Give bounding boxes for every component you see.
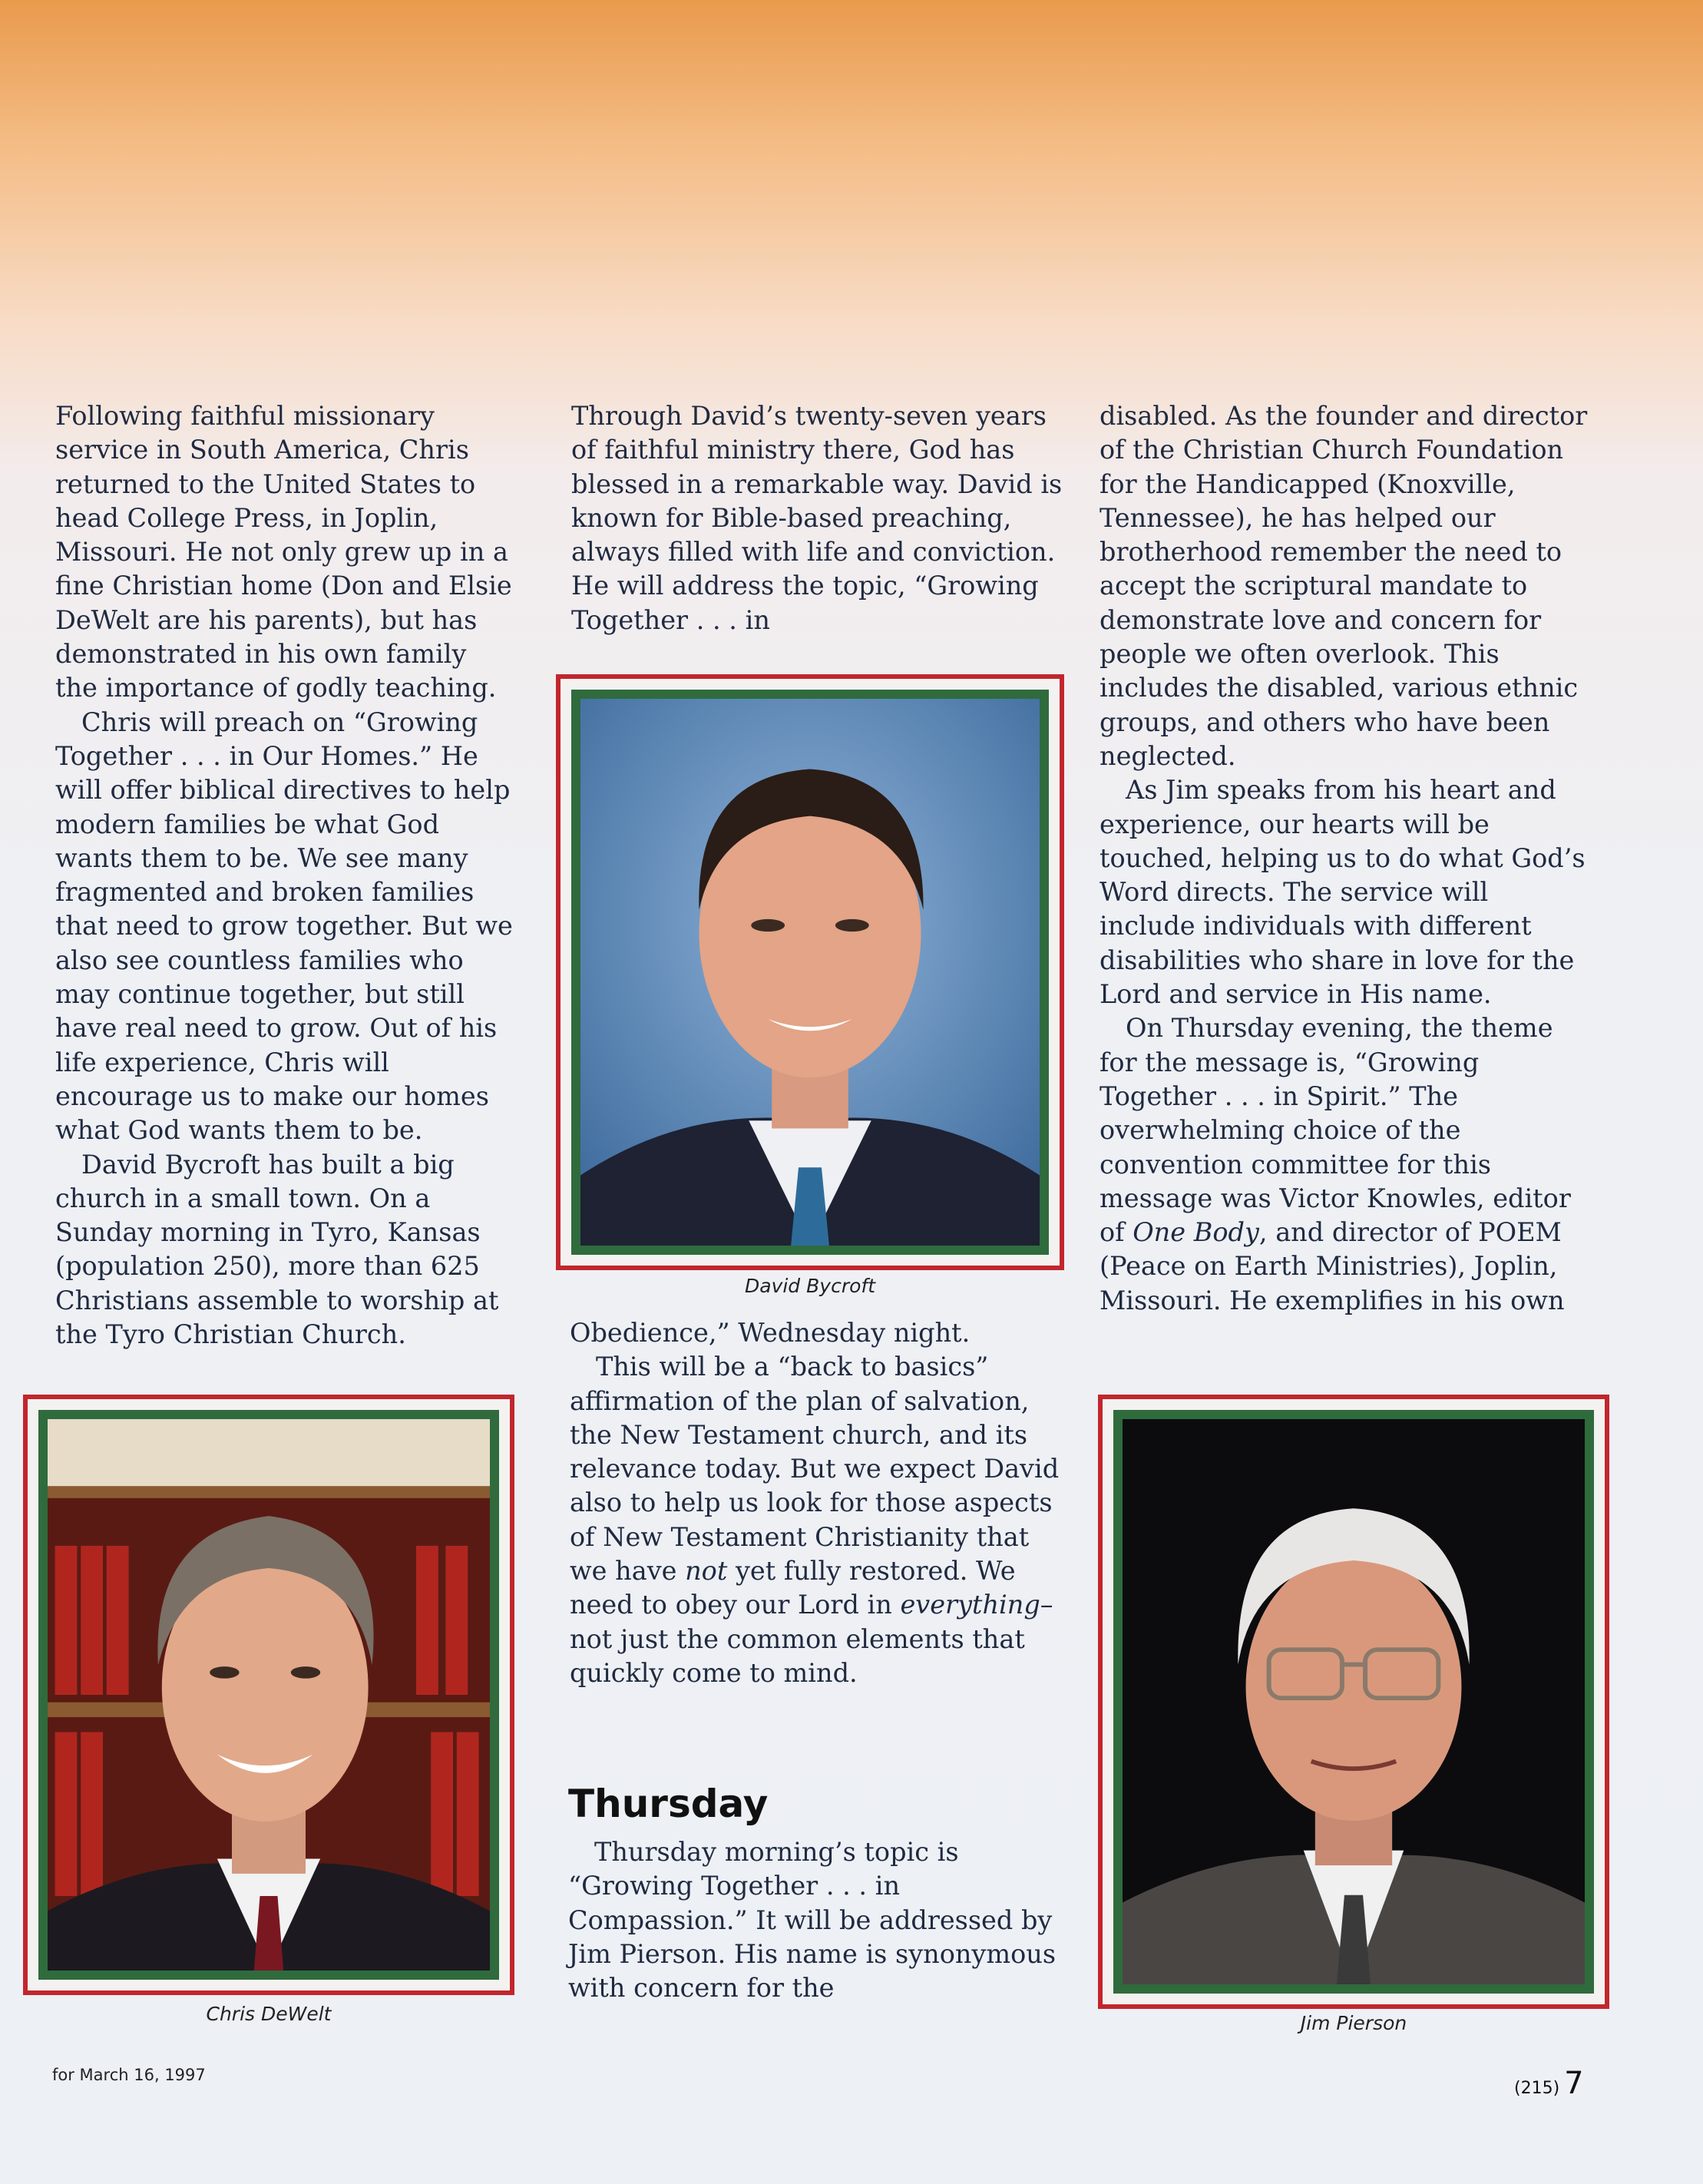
photo-frame-chris-dewelt [23,1395,514,1995]
portrait-image [48,1419,490,1971]
caption-chris-dewelt: Chris DeWelt [206,2003,332,2025]
col3-p3-emphasis: One Body [1133,1217,1259,1248]
photo-chris-dewelt [38,1410,499,1980]
column-2-bottom [570,1316,1061,1690]
page-number: 7 [1564,2066,1584,2101]
column-1 [55,399,516,1352]
caption-david-bycroft: David Bycroft [745,1275,875,1297]
col2-p2-text-1: This will be a “back to basics” affirmation of the plan of salvation, the New Testament church, and its relevance today. But we expect David also to help us look for those aspects of New Testament Christianity that we have [570,1352,1060,1587]
photo-frame-david-bycroft [556,674,1064,1270]
portrait-image [580,699,1040,1246]
col2-p2-text-3: –not just the common elements that quickly come to mind. [570,1590,1053,1688]
photo-david-bycroft [571,690,1049,1255]
col3-paragraph-1: disabled. As the founder and director of the Christian Church Foundation for the Handicapped (Knoxville, Tennessee), he has helped our brotherhood remember the need to accept the scriptural mandate to demonstrate love and concern for people we often overlook. This includes the disabled, various ethnic groups, and others who have been neglected. [1100,401,1588,771]
photo-frame-jim-pierson [1098,1395,1609,2009]
column-2-top [571,399,1063,637]
col3-p3-text-1: On Thursday evening, the theme for the message is, “Growing Together . . . in Spirit.” The overwhelming choice of the convention committee for this message was Victor Knowles, editor of [1100,1013,1571,1248]
photo-jim-pierson [1113,1410,1594,1994]
col2-p2-text-2: yet fully restored. We need to obey our Lord in [570,1556,1016,1620]
col3-paragraph-2: As Jim speaks from his heart and experience, our hearts will be touched, helping us to do what God’s Word directs. The service will include individuals with different disabilities who share in love for the Lord and service in His name. [1100,775,1586,1010]
thursday-paragraph: Thursday morning’s topic is “Growing Together . . . in Compassion.” It will be addressed by Jim Pierson. His name is synonymous with concern for the [568,1837,1057,2004]
col2-bottom-paragraph-1: Obedience,” Wednesday night. [570,1318,971,1348]
col3-paragraph-3 [1100,1011,1591,1318]
footer-issue-date: for March 16, 1997 [52,2066,206,2084]
col1-paragraph-3: David Bycroft has built a big church in a small town. On a Sunday morning in Tyro, Kansas (population 250), more than 625 Christians assemble to worship at the Tyro Christian Church. [55,1149,499,1350]
col2-top-paragraph: Through David’s twenty-seven years of faithful ministry there, God has blessed in a remarkable way. David is known for Bible-based preaching, always filled with life and conviction. He will address the topic, “Growing Together . . . in [571,401,1063,635]
col2-bottom-paragraph-2 [570,1350,1061,1690]
col1-paragraph-1: Following faithful missionary service in South America, Chris returned to the United States to head College Press, in Joplin, Missouri. He not only grew up in a fine Christian home (Don and Elsie DeWelt are his parents), but has demonstrated in his own family the importance of godly teaching. [55,401,512,703]
footer-page-number [1514,2066,1584,2101]
col2-p2-emphasis-2: everything [900,1590,1040,1620]
portrait-image [1123,1419,1585,1984]
col2-p2-emphasis-1: not [685,1556,728,1587]
col3-p3-text-2: , and director of POEM (Peace on Earth Ministries), Joplin, Missouri. He exemplifies in his own [1100,1217,1565,1315]
col1-paragraph-2: Chris will preach on “Growing Together . . . in Our Homes.” He will offer biblical directives to help modern families be what God wants them to be. We see many fragmented and broken families that need to grow together. But we also see countless families who may continue together, but still have real need to grow. Out of his life experience, Chris will encourage us to make our homes what God wants them to be. [55,706,513,1146]
caption-jim-pierson: Jim Pierson [1300,2012,1407,2034]
thursday-text-block [568,1835,1060,2005]
page-number-paren: (215) [1514,2079,1560,2098]
section-heading-thursday: Thursday [568,1782,769,1826]
column-3 [1100,399,1591,1318]
